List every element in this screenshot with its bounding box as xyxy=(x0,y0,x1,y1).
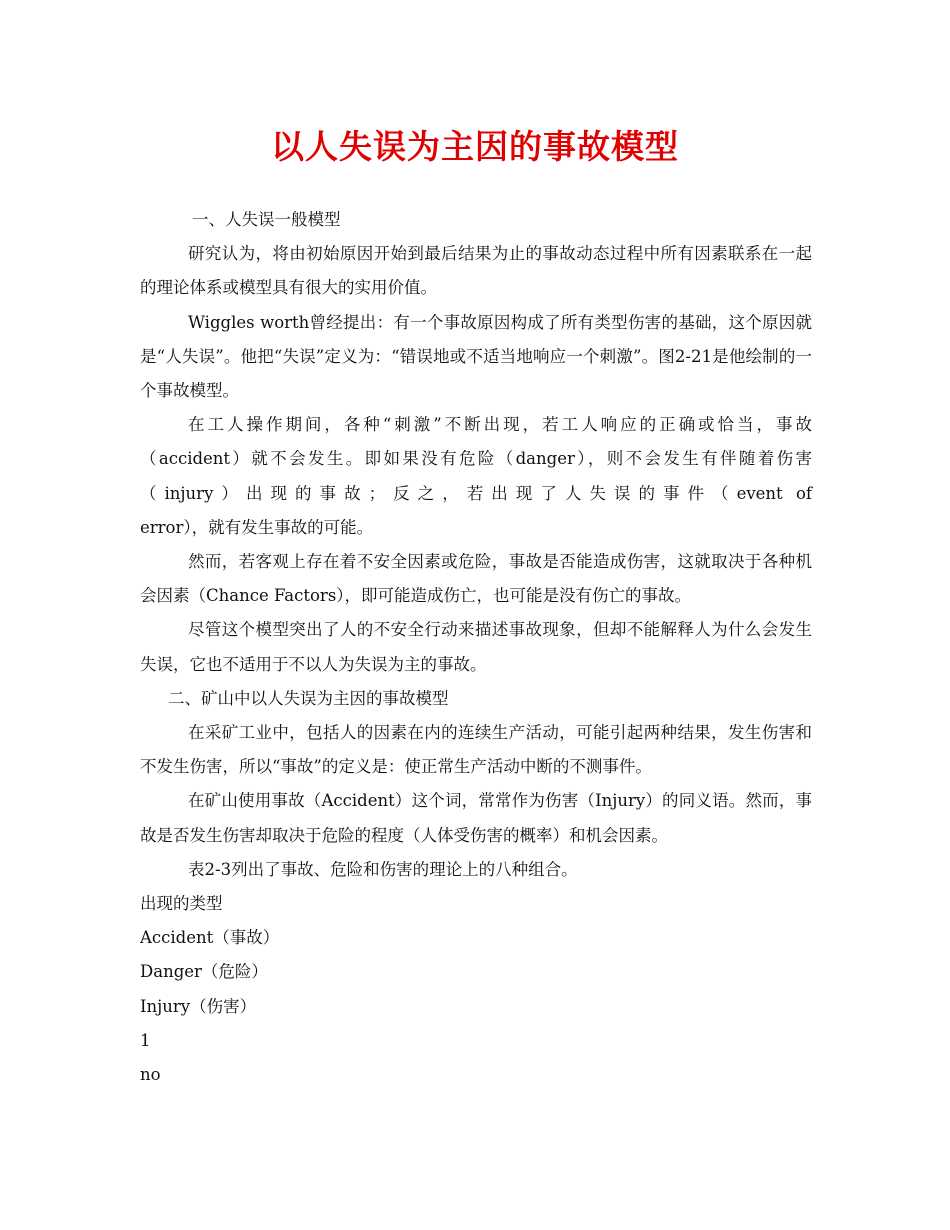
document-body xyxy=(140,203,812,1092)
table-cell: 1 xyxy=(140,1030,151,1050)
paragraph-line: error），就有发生事故的可能。 xyxy=(140,517,374,537)
table-cell: Accident（事故） xyxy=(140,928,280,948)
paragraph: 研究认为，将由初始原因开始到最后结果为止的事故动态过程中所有因素联系在一起的理论体系或模型具有很大的实用价值。 xyxy=(140,244,812,298)
paragraph: Wiggles worth曾经提出：有一个事故原因构成了所有类型伤害的基础，这个原因就是“人失误”。他把“失误”定义为：“错误地或不适当地响应一个刺激”。图2-21是他绘制的一个事故模型。 xyxy=(140,312,812,401)
section-heading-1: 一、人失误一般模型 xyxy=(192,210,341,229)
table-cell: Injury（伤害） xyxy=(140,996,257,1016)
paragraph: 尽管这个模型突出了人的不安全行动来描述事故现象，但却不能解释人为什么会发生失误，它也不适用于不以人为失误为主的事故。 xyxy=(140,620,812,674)
table-cell: Danger（危险） xyxy=(140,962,268,982)
document-title: 以人失误为主因的事故模型 xyxy=(271,127,679,166)
paragraph: 在工人操作期间，各种“刺激”不断出现，若工人响应的正确或恰当，事故（accident）就不会发生。即如果没有危险（danger），则不会发生有伴随着伤害 xyxy=(140,415,812,469)
paragraph: 然而，若客观上存在着不安全因素或危险，事故是否能造成伤害，这就取决于各种机会因素（Chance Factors），即可能造成伤亡，也可能是没有伤亡的事故。 xyxy=(140,552,812,606)
paragraph: 表2-3列出了事故、危险和伤害的理论上的八种组合。 xyxy=(188,859,578,879)
paragraph: 在矿山使用事故（Accident）这个词，常常作为伤害（Injury）的同义语。然而，事故是否发生伤害却取决于危险的程度（人体受伤害的概率）和机会因素。 xyxy=(140,791,812,845)
table-cell: no xyxy=(140,1065,161,1085)
paragraph-line: （injury）出现的事故；反之，若出现了人失误的事件（event of xyxy=(140,483,812,503)
table-cell: 出现的类型 xyxy=(140,894,223,914)
section-heading-2: 二、矿山中以人失误为主因的事故模型 xyxy=(168,688,449,708)
paragraph: 在采矿工业中，包括人的因素在内的连续生产活动，可能引起两种结果，发生伤害和不发生伤害，所以“事故”的定义是：使正常生产活动中断的不测事件。 xyxy=(140,723,812,777)
